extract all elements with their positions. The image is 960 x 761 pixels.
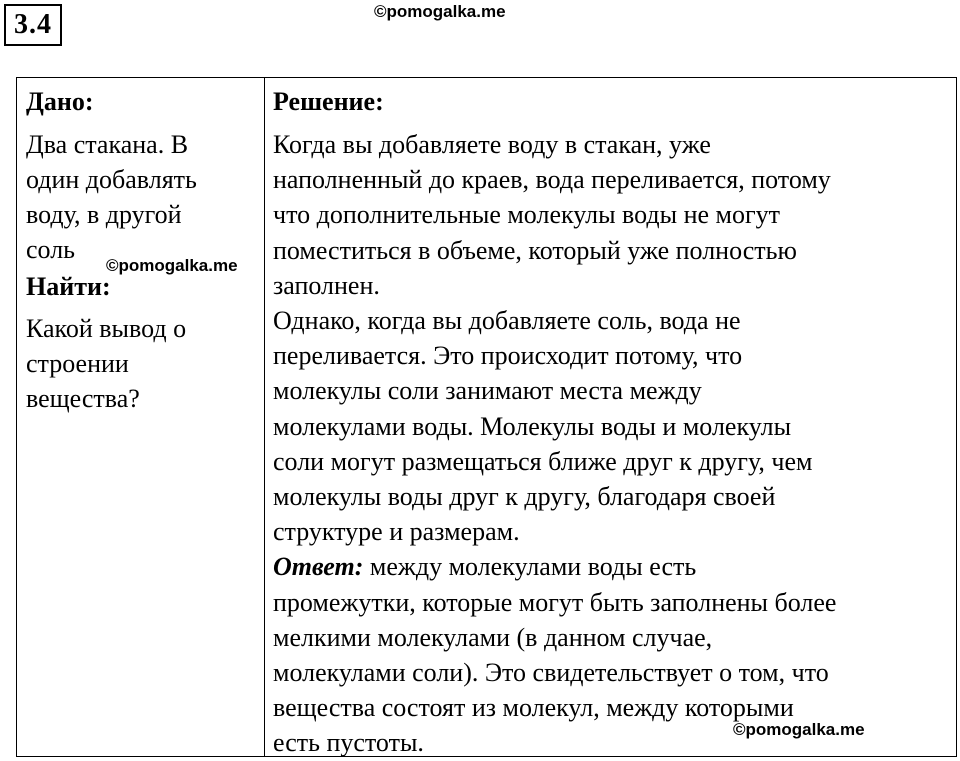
watermark-bottom: ©pomogalka.me [733, 720, 865, 739]
solution-line: молекулы соли занимают места между [273, 376, 702, 406]
find-line: строении [26, 349, 129, 378]
solution-line: что дополнительные молекулы воды не могут [273, 200, 781, 230]
answer-line: вещества состоят из молекул, между которыми [273, 693, 794, 723]
task-number: 3.4 [4, 4, 62, 46]
answer-line: молекулами соли). Это свидетельствует о том, что [273, 658, 829, 688]
find-text [26, 311, 262, 416]
solution-line: молекулы воды друг к другу, благодаря своей [273, 482, 776, 512]
solution-line: наполненный до краев, вода переливается, потому [273, 165, 831, 195]
given-text [26, 127, 262, 267]
solution-text [273, 127, 953, 761]
answer-line: мелкими молекулами (в данном случае, [273, 622, 713, 652]
solution-paragraph-2 [273, 303, 953, 549]
find-heading: Найти: [26, 272, 111, 301]
watermark-top: ©pomogalka.me [374, 2, 506, 21]
solution-paragraph-1 [273, 127, 953, 303]
solution-column [273, 78, 953, 761]
answer-label: Ответ: [273, 552, 364, 582]
find-line: вещества? [26, 384, 140, 413]
given-line: воду, в другой [26, 200, 182, 229]
solution-line: Когда вы добавляете воду в стакан, уже [273, 130, 711, 159]
solution-line: соли могут размещаться ближе друг к другу, чем [273, 446, 813, 476]
answer-first-line [273, 549, 953, 584]
solution-heading: Решение: [273, 87, 384, 116]
solution-line: Однако, когда вы добавляете соль, вода не [273, 306, 741, 336]
solution-line: молекулами воды. Молекулы воды и молекулы [273, 411, 792, 441]
solution-line: структуре и размерам. [273, 517, 520, 547]
solution-line: поместиться в объеме, который уже полностью [273, 235, 797, 265]
given-line: соль [26, 235, 76, 264]
solution-line: переливается. Это происходит потому, что [273, 341, 743, 371]
given-line: один добавлять [26, 165, 197, 194]
solution-line: заполнен. [273, 270, 380, 300]
column-divider [264, 78, 265, 756]
given-column [26, 78, 262, 416]
answer-line: промежутки, которые могут быть заполнены более [273, 587, 837, 617]
given-line: Два стакана. В [26, 130, 189, 159]
answer-first-text: между молекулами воды есть [363, 552, 697, 582]
watermark-left: ©pomogalka.me [106, 256, 238, 275]
solution-table [16, 77, 957, 757]
answer-line: есть пустоты. [273, 728, 424, 758]
given-heading: Дано: [26, 87, 94, 116]
find-line: Какой вывод о [26, 314, 187, 343]
